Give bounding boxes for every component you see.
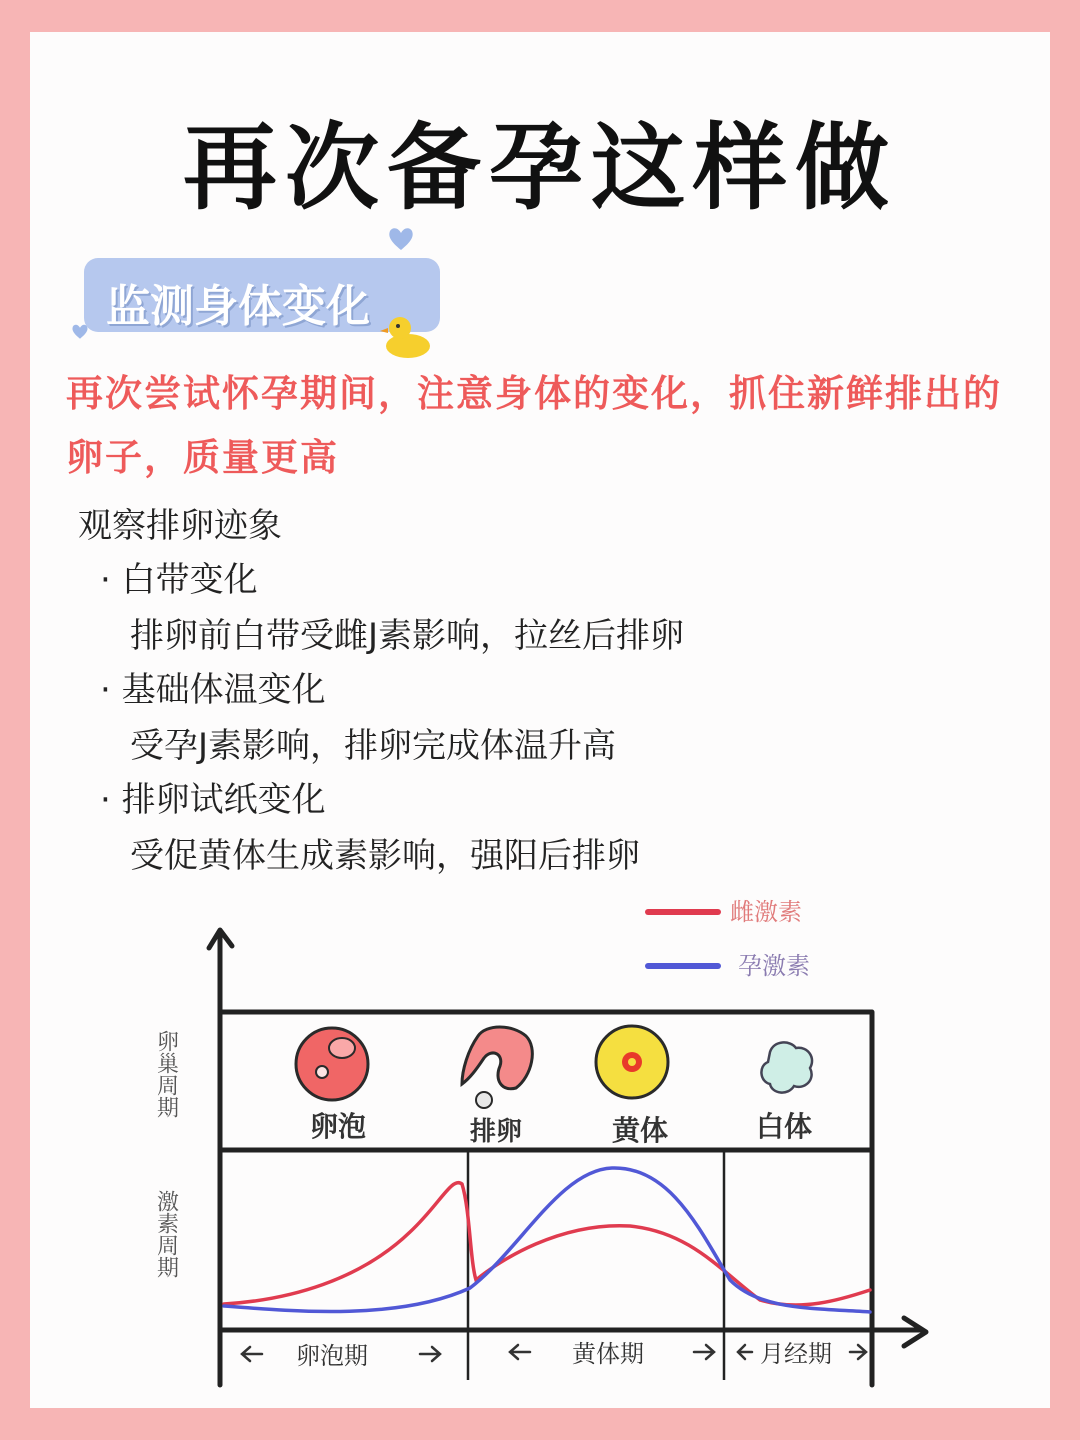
left-arrow-icon bbox=[510, 1345, 530, 1359]
row-label-ovary: 卵巢周期 bbox=[153, 1030, 179, 1118]
phase-label: 黄体期 bbox=[572, 1340, 644, 1368]
list-item-desc: 排卵前白带受雌J素影响，拉丝后排卵 bbox=[130, 616, 685, 656]
stage-label: 黄体 bbox=[612, 1114, 669, 1147]
intro-text: 再次尝试怀孕期间，注意身体的变化，抓住新鲜排出的卵子，质量更高 bbox=[66, 372, 1002, 479]
list-item-head: · 白带变化 bbox=[100, 560, 258, 600]
stage-label: 卵泡 bbox=[310, 1110, 367, 1143]
row-label-hormone: 激素周期 bbox=[153, 1190, 179, 1278]
list-item-desc: 受促黄体生成素影响，强阳后排卵 bbox=[130, 836, 640, 876]
follicle-icon bbox=[296, 1028, 368, 1100]
legend-label-progesterone: 孕激素 bbox=[738, 952, 810, 980]
phase-label: 月经期 bbox=[760, 1340, 832, 1368]
stage-label: 排卵 bbox=[470, 1117, 523, 1147]
stage-label: 白体 bbox=[756, 1110, 813, 1143]
right-arrow-icon bbox=[850, 1345, 866, 1359]
left-arrow-icon bbox=[242, 1347, 262, 1361]
list-item-head: · 基础体温变化 bbox=[100, 670, 326, 710]
right-arrow-icon bbox=[420, 1347, 440, 1361]
right-arrow-icon bbox=[694, 1345, 714, 1359]
list-title: 观察排卵迹象 bbox=[78, 506, 282, 546]
list-item-desc: 受孕J素影响，排卵完成体温升高 bbox=[130, 726, 617, 766]
legend-label-estrogen: 雌激素 bbox=[730, 898, 802, 926]
ovulation-icon bbox=[462, 1027, 532, 1108]
list-item-head: · 排卵试纸变化 bbox=[100, 780, 326, 820]
corpus-albicans-icon bbox=[761, 1042, 812, 1092]
page-title: 再次备孕这样做 bbox=[182, 114, 897, 223]
section-tag-label: 监测身体变化 bbox=[106, 281, 370, 332]
left-arrow-icon bbox=[738, 1345, 752, 1359]
phase-label: 卵泡期 bbox=[296, 1342, 368, 1370]
estrogen-curve bbox=[224, 1183, 870, 1305]
corpus-luteum-icon bbox=[596, 1026, 668, 1098]
